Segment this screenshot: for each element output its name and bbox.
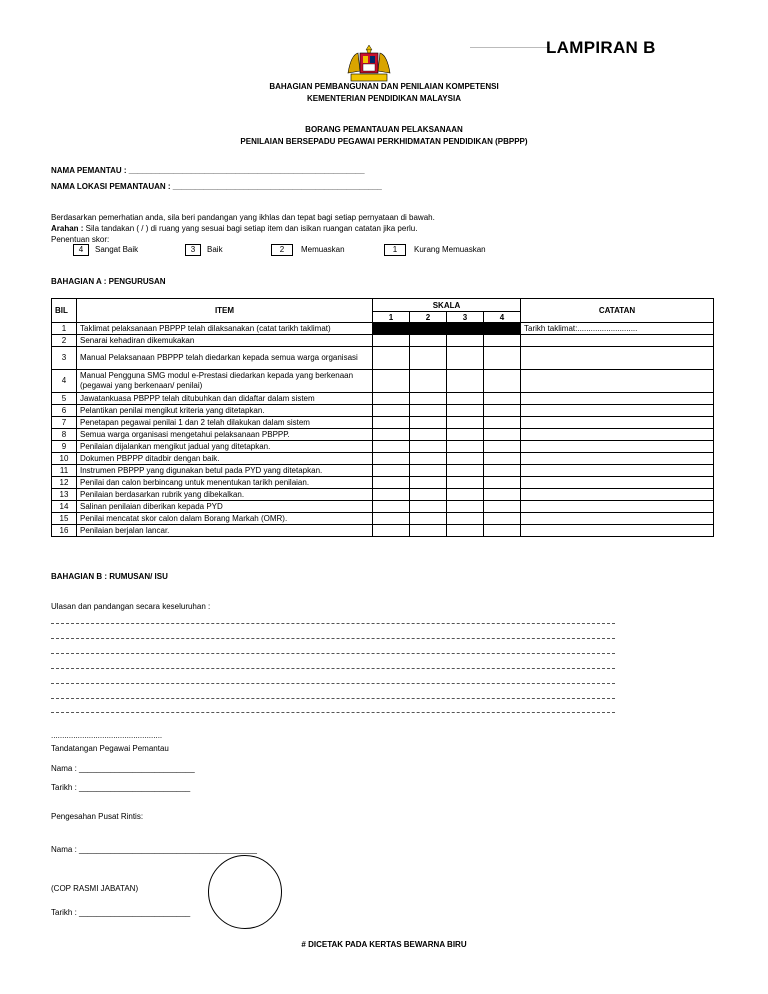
ulasan-line[interactable] — [51, 668, 615, 669]
row-item: Salinan penilaian diberikan kepada PYD — [77, 501, 373, 513]
scale-item-3 — [185, 244, 223, 256]
header-scale-2: 2 — [410, 312, 447, 323]
score-cell-4[interactable] — [484, 370, 521, 393]
row-item: Dokumen PBPPP ditadbir dengan baik. — [77, 453, 373, 465]
section-a-title: BAHAGIAN A : PENGURUSAN — [51, 277, 166, 286]
row-catatan[interactable] — [521, 501, 714, 513]
score-cell-3[interactable] — [447, 501, 484, 513]
score-cell-2[interactable] — [410, 393, 447, 405]
score-cell-1[interactable] — [373, 441, 410, 453]
row-bil: 7 — [52, 417, 77, 429]
row-catatan[interactable] — [521, 429, 714, 441]
score-cell-1[interactable] — [373, 370, 410, 393]
ulasan-label: Ulasan dan pandangan secara keseluruhan : — [51, 602, 211, 611]
pengurusan-table — [51, 298, 714, 537]
row-bil: 6 — [52, 405, 77, 417]
stamp-circle — [208, 855, 282, 929]
row-catatan[interactable] — [521, 477, 714, 489]
footer-note: # DICETAK PADA KERTAS BEWARNA BIRU — [301, 940, 467, 949]
score-cell-1[interactable] — [373, 393, 410, 405]
score-cell-3[interactable] — [447, 465, 484, 477]
score-cell-1[interactable] — [373, 453, 410, 465]
score-cell-4[interactable] — [484, 335, 521, 347]
row-catatan[interactable] — [521, 370, 714, 393]
ulasan-line[interactable] — [51, 683, 615, 684]
row-catatan[interactable] — [521, 405, 714, 417]
score-cell-2[interactable] — [410, 465, 447, 477]
malaysia-crest-icon — [343, 43, 395, 85]
score-cell-2[interactable] — [410, 441, 447, 453]
row-item: Semua warga organisasi mengetahui pelaksanaan PBPPP. — [77, 429, 373, 441]
tandatangan-label: Tandatangan Pegawai Pemantau — [51, 744, 169, 753]
score-cell-3[interactable] — [447, 370, 484, 393]
score-cell-3[interactable] — [447, 489, 484, 501]
header-scale-3: 3 — [447, 312, 484, 323]
scale-box: 2 — [271, 244, 293, 256]
row-catatan[interactable] — [521, 513, 714, 525]
row-item: Manual Pelaksanaan PBPPP telah diedarkan kepada semua warga organisasi — [77, 347, 373, 370]
scale-label: Sangat Baik — [95, 245, 139, 255]
ulasan-line[interactable] — [51, 623, 615, 624]
row-item: Instrumen PBPPP yang digunakan betul pada PYD yang ditetapkan. — [77, 465, 373, 477]
table-row — [52, 323, 714, 335]
row-item: Penilai dan calon berbincang untuk menentukan tarikh penilaian. — [77, 477, 373, 489]
score-cell-1[interactable] — [373, 417, 410, 429]
score-cell-2[interactable] — [410, 405, 447, 417]
score-cell-1[interactable] — [373, 429, 410, 441]
score-cell-4[interactable] — [484, 501, 521, 513]
score-cell-4[interactable] — [484, 489, 521, 501]
arahan-line — [51, 224, 417, 233]
row-bil: 9 — [52, 441, 77, 453]
tarikh2-field[interactable]: Tarikh : _________________________ — [51, 908, 191, 917]
row-item: Pelantikan penilai mengikut kriteria yang ditetapkan. — [77, 405, 373, 417]
score-cell-2[interactable] — [410, 477, 447, 489]
table-row — [52, 405, 714, 417]
nama-lokasi-field[interactable]: NAMA LOKASI PEMANTAUAN : _______________________________________________ — [51, 182, 382, 191]
row-catatan[interactable] — [521, 453, 714, 465]
signature-dots[interactable]: .................................................. — [51, 731, 163, 740]
score-cell-3[interactable] — [447, 477, 484, 489]
score-cell-2 — [410, 323, 447, 335]
score-cell-2[interactable] — [410, 370, 447, 393]
row-bil: 3 — [52, 347, 77, 370]
row-bil: 11 — [52, 465, 77, 477]
row-item: Penilaian berdasarkan rubrik yang dibekalkan. — [77, 489, 373, 501]
table-row — [52, 417, 714, 429]
score-cell-2[interactable] — [410, 525, 447, 537]
table-row — [52, 525, 714, 537]
row-bil: 16 — [52, 525, 77, 537]
scale-label: Memuaskan — [301, 245, 345, 255]
ulasan-line[interactable] — [51, 653, 615, 654]
row-catatan[interactable] — [521, 347, 714, 370]
form-title-2: PENILAIAN BERSEPADU PEGAWAI PERKHIDMATAN PENDIDIKAN (PBPPP) — [240, 137, 528, 146]
row-bil: 13 — [52, 489, 77, 501]
score-cell-1[interactable] — [373, 501, 410, 513]
row-catatan[interactable] — [521, 525, 714, 537]
row-bil: 5 — [52, 393, 77, 405]
cop-label: (COP RASMI JABATAN) — [51, 884, 139, 893]
score-cell-1[interactable] — [373, 347, 410, 370]
score-cell-3[interactable] — [447, 525, 484, 537]
scale-box: 1 — [384, 244, 406, 256]
table-row — [52, 370, 714, 393]
score-cell-4[interactable] — [484, 429, 521, 441]
penentuan-label: Penentuan skor: — [51, 235, 110, 244]
header-scale-1: 1 — [373, 312, 410, 323]
nama-field[interactable]: Nama : __________________________ — [51, 764, 195, 773]
row-bil: 1 — [52, 323, 77, 335]
ulasan-line[interactable] — [51, 698, 615, 699]
score-cell-1[interactable] — [373, 513, 410, 525]
scale-item-1 — [384, 244, 486, 256]
row-bil: 15 — [52, 513, 77, 525]
header-catatan: CATATAN — [521, 299, 714, 323]
arahan-text: Sila tandakan ( / ) di ruang yang sesuai bagi setiap item dan isikan ruangan catatan jika perlu. — [83, 224, 418, 233]
score-cell-3[interactable] — [447, 347, 484, 370]
row-catatan[interactable] — [521, 465, 714, 477]
row-catatan[interactable] — [521, 335, 714, 347]
nama-pemantau-field[interactable]: NAMA PEMANTAU : _____________________________________________________ — [51, 166, 365, 175]
header-item: ITEM — [77, 299, 373, 323]
score-cell-4[interactable] — [484, 347, 521, 370]
scale-label: Baik — [207, 245, 223, 255]
scale-box: 4 — [73, 244, 89, 256]
score-cell-3[interactable] — [447, 417, 484, 429]
row-bil: 8 — [52, 429, 77, 441]
ulasan-line[interactable] — [51, 712, 615, 713]
tarikh-field[interactable]: Tarikh : _________________________ — [51, 783, 191, 792]
score-cell-3 — [447, 323, 484, 335]
score-cell-3[interactable] — [447, 335, 484, 347]
scale-item-2 — [271, 244, 345, 256]
score-cell-1[interactable] — [373, 477, 410, 489]
row-item: Penetapan pegawai penilai 1 dan 2 telah dilakukan dalam sistem — [77, 417, 373, 429]
form-title-1: BORANG PEMANTAUAN PELAKSANAAN — [305, 125, 463, 134]
table-row — [52, 477, 714, 489]
row-item: Jawatankuasa PBPPP telah ditubuhkan dan didaftar dalam sistem — [77, 393, 373, 405]
score-cell-1[interactable] — [373, 489, 410, 501]
score-cell-4[interactable] — [484, 441, 521, 453]
score-cell-4[interactable] — [484, 417, 521, 429]
row-item: Senarai kehadiran dikemukakan — [77, 335, 373, 347]
row-catatan[interactable] — [521, 393, 714, 405]
score-cell-3[interactable] — [447, 453, 484, 465]
score-cell-4[interactable] — [484, 513, 521, 525]
header-rule — [470, 47, 550, 48]
nama2-field[interactable]: Nama : ________________________________________ — [51, 845, 257, 854]
score-cell-1 — [373, 323, 410, 335]
score-cell-2[interactable] — [410, 453, 447, 465]
table-row — [52, 513, 714, 525]
table-row — [52, 347, 714, 370]
score-cell-1[interactable] — [373, 525, 410, 537]
score-cell-4[interactable] — [484, 393, 521, 405]
table-row — [52, 441, 714, 453]
score-cell-4[interactable] — [484, 525, 521, 537]
intro-text: Berdasarkan pemerhatian anda, sila beri pandangan yang ikhlas dan tepat bagi setiap pernyataan di bawah. — [51, 213, 435, 222]
row-bil: 4 — [52, 370, 77, 393]
table-row — [52, 429, 714, 441]
scale-item-4 — [73, 244, 138, 256]
scale-label: Kurang Memuaskan — [414, 245, 486, 255]
table-row — [52, 489, 714, 501]
row-bil: 10 — [52, 453, 77, 465]
score-cell-2[interactable] — [410, 513, 447, 525]
org-line-1: BAHAGIAN PEMBANGUNAN DAN PENILAIAN KOMPETENSI — [269, 82, 499, 91]
score-cell-3[interactable] — [447, 393, 484, 405]
table-row — [52, 501, 714, 513]
score-cell-4[interactable] — [484, 453, 521, 465]
score-cell-4 — [484, 323, 521, 335]
table-row — [52, 335, 714, 347]
score-cell-3[interactable] — [447, 429, 484, 441]
header-bil: BIL — [52, 299, 77, 323]
scale-box: 3 — [185, 244, 201, 256]
score-cell-4[interactable] — [484, 477, 521, 489]
score-cell-1[interactable] — [373, 465, 410, 477]
score-cell-4[interactable] — [484, 405, 521, 417]
score-cell-4[interactable] — [484, 465, 521, 477]
score-cell-3[interactable] — [447, 441, 484, 453]
row-item: Manual Pengguna SMG modul e-Prestasi diedarkan kepada yang berkenaan (pegawai yang berkenaan/ penilai) — [77, 370, 373, 393]
row-item: Penilaian berjalan lancar. — [77, 525, 373, 537]
table-row — [52, 453, 714, 465]
row-item: Penilai mencatat skor calon dalam Borang Markah (OMR). — [77, 513, 373, 525]
row-item: Taklimat pelaksanaan PBPPP telah dilaksanakan (catat tarikh taklimat) — [77, 323, 373, 335]
score-cell-2[interactable] — [410, 417, 447, 429]
score-cell-1[interactable] — [373, 405, 410, 417]
score-cell-2[interactable] — [410, 335, 447, 347]
arahan-label: Arahan : — [51, 224, 84, 233]
score-cell-2[interactable] — [410, 489, 447, 501]
table-row — [52, 393, 714, 405]
score-cell-2[interactable] — [410, 429, 447, 441]
row-item: Penilaian dijalankan mengikut jadual yang ditetapkan. — [77, 441, 373, 453]
score-cell-2[interactable] — [410, 501, 447, 513]
org-line-2: KEMENTERIAN PENDIDIKAN MALAYSIA — [307, 94, 461, 103]
score-cell-2[interactable] — [410, 347, 447, 370]
row-bil: 14 — [52, 501, 77, 513]
row-bil: 12 — [52, 477, 77, 489]
score-cell-3[interactable] — [447, 513, 484, 525]
table-row — [52, 465, 714, 477]
header-scale-4: 4 — [484, 312, 521, 323]
ulasan-line[interactable] — [51, 638, 615, 639]
header-skala: SKALA — [373, 299, 521, 312]
pengesahan-label: Pengesahan Pusat Rintis: — [51, 812, 144, 821]
row-catatan[interactable] — [521, 489, 714, 501]
score-cell-1[interactable] — [373, 335, 410, 347]
lampiran-label: LAMPIRAN B — [546, 38, 656, 57]
section-b-title: BAHAGIAN B : RUMUSAN/ ISU — [51, 572, 168, 581]
row-catatan[interactable] — [521, 441, 714, 453]
row-bil: 2 — [52, 335, 77, 347]
row-catatan[interactable] — [521, 417, 714, 429]
score-cell-3[interactable] — [447, 405, 484, 417]
row-catatan[interactable]: Tarikh taklimat:........................... — [521, 323, 714, 335]
